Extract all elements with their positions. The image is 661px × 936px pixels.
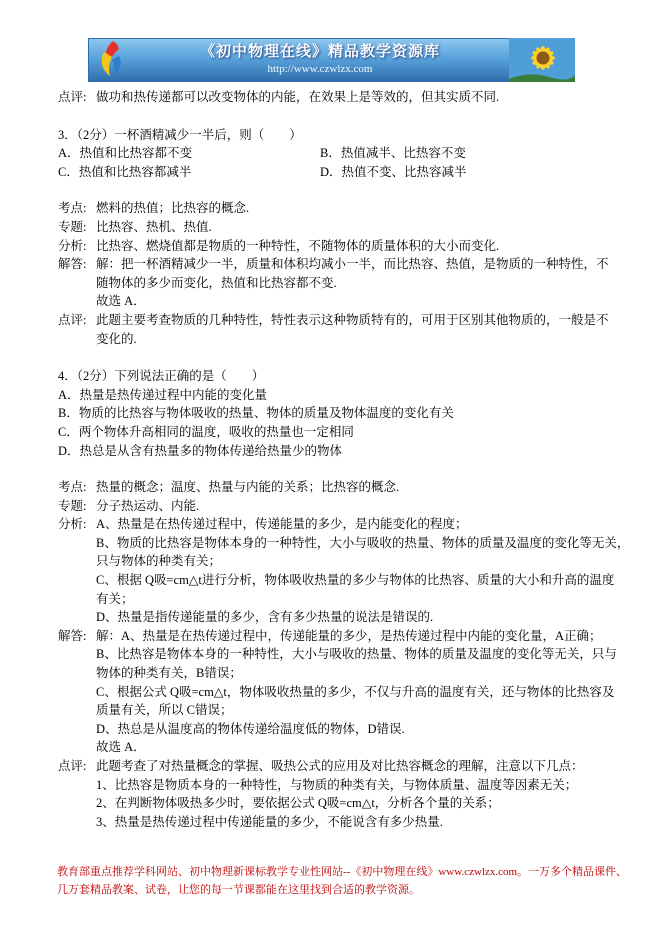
section-row (58, 88, 618, 107)
text-line: 做功和热传递都可以改变物体的内能，在效果上是等效的，但其实质不同. (96, 90, 500, 104)
section-label: 专题: (58, 498, 87, 513)
question-3-analysis (58, 199, 618, 348)
sunflower-image (509, 38, 575, 82)
section-label: 考点: (58, 201, 87, 216)
text-line: 分子热运动、内能. (96, 498, 200, 513)
section-label: 点评: (58, 90, 87, 104)
question-4-options (58, 386, 618, 460)
section-body (96, 218, 618, 237)
text-line: B、比热容是物体本身的一种特性，大小与吸收的热量、物体的质量及温度的变化等无关，只与 (96, 647, 617, 662)
option-0: A．热量是热传递过程中内能的变化量 (58, 387, 268, 402)
section-body (96, 757, 618, 831)
option-1: B．物质的比热容与物体吸收的热量、物体的质量及物体温度的变化有关 (58, 406, 454, 421)
option-3: D．热值不变、比热容减半 (320, 164, 467, 179)
section-body (96, 199, 618, 218)
intro-comment (58, 88, 618, 107)
section-row (58, 311, 618, 348)
text-line: 教育部重点推荐学科网站、初中物理新课标教学专业性网站--《初中物理在线》www.czwlzx.com。一万多个精品课件、 (57, 866, 628, 878)
text-line: 解：A、热量是在热传递过程中，传递能量的多少，是热传递过程中内能的变化量，A正确； (96, 628, 602, 643)
text-line: B、物质的比热容是物体本身的一种特性，大小与吸收的热量、物体的质量及温度的变化等无关， (96, 535, 630, 550)
question-3-options (58, 144, 618, 181)
text-line: 几万套精品教案、试卷，让您的每一节课都能在这里找到合适的教学资源。 (57, 884, 420, 896)
text-line: 比热容、热机、热值. (96, 219, 212, 234)
question-3-stem: 3．（2分）一杯酒精减少一半后，则（ ） (58, 127, 302, 142)
banner-title: 《初中物理在线》精品教学资源库 (199, 44, 440, 61)
section-label: 点评: (58, 759, 87, 773)
document-content (58, 88, 630, 831)
text-line: C、根据 Q吸=cm△t进行分析，物体吸收热量的多少与物体的比热容、质量的大小和升高的温度 (96, 573, 615, 588)
banner-text (131, 43, 509, 76)
section-row (58, 199, 618, 218)
section-row (58, 237, 618, 256)
text-line: 此题考查了对热量概念的掌握、吸热公式的应用及对比热容概念的理解，注意以下几点： (96, 759, 584, 773)
text-line: 故选 A． (96, 294, 146, 309)
text-line: 解：把一杯酒精减少一半，质量和体积均减小一半，而比热容、热值，是物质的一种特性，不 (96, 257, 609, 272)
section-body (96, 515, 630, 627)
section-label: 考点: (58, 480, 87, 495)
section-label: 专题: (58, 219, 87, 234)
section-row (58, 757, 618, 831)
text-line: D、热量是指传递能量的多少，含有多少热量的说法是错误的. (96, 610, 434, 625)
text-line: 3、热量是热传递过程中传递能量的多少，不能说含有多少热量. (96, 814, 443, 829)
section-label: 点评: (58, 312, 87, 327)
text-line: 随物体的多少而变化，热值和比热容都不变. (96, 275, 337, 290)
section-label: 解答: (58, 257, 87, 272)
option-2: C．热值和比热容都减半 (58, 164, 192, 179)
section-body (96, 311, 618, 348)
text-line: 物体的种类有关，B错误； (96, 666, 242, 681)
section-body (96, 255, 618, 311)
question-4-analysis (58, 478, 630, 831)
section-row (58, 497, 618, 516)
text-line: 故选 A． (96, 740, 146, 755)
option-3: D．热总是从含有热量多的物体传递给热量少的物体 (58, 443, 343, 458)
section-row (58, 478, 618, 497)
banner-url-link[interactable]: http://www.czwlzx.com (267, 63, 373, 76)
question-4 (58, 367, 630, 831)
text-line: 变化的. (96, 331, 137, 346)
site-banner (88, 38, 575, 82)
text-line: 只与物体的种类有关； (96, 554, 222, 569)
text-line: 1、比热容是物质本身的一种特性，与物质的种类有关，与物体质量、温度等因素无关； (96, 777, 578, 792)
option-0: A．热值和比热容都不变 (58, 146, 193, 161)
text-line: 比热容、燃烧值都是物质的一种特性，不随物体的质量体积的大小而变化. (96, 238, 500, 253)
section-body (96, 497, 618, 516)
text-line: 有关； (96, 591, 134, 606)
section-label: 分析: (58, 517, 87, 532)
footer-promo (57, 863, 637, 899)
section-body (96, 627, 618, 757)
section-label: 解答: (58, 628, 87, 643)
section-body (96, 478, 618, 497)
text-line: 此题主要考查物质的几种特性，特性表示这种物质特有的，可用于区别其他物质的，一般是不 (96, 312, 609, 327)
option-1: B．热值减半、比热容不变 (320, 146, 466, 161)
text-line: A、热量是在热传递过程中，传递能量的多少，是内能变化的程度； (96, 517, 468, 532)
text-line: D、热总是从温度高的物体传递给温度低的物体，D错误. (96, 721, 405, 736)
text-line: 燃料的热值；比热容的概念. (96, 201, 250, 216)
section-body (96, 237, 618, 256)
question-3 (58, 126, 618, 349)
section-label: 分析: (58, 238, 87, 253)
site-logo-icon (91, 38, 131, 82)
question-4-stem: 4．（2分）下列说法正确的是（ ） (58, 369, 265, 384)
text-line: C、根据公式 Q吸=cm△t，物体吸收热量的多少，不仅与升高的温度有关，还与物体的比热容及 (96, 684, 615, 699)
section-row (58, 255, 618, 311)
section-body (96, 88, 618, 107)
text-line: 质量有关，所以 C错误； (96, 703, 233, 718)
section-row (58, 218, 618, 237)
text-line: 热量的概念；温度、热量与内能的关系；比热容的概念. (96, 480, 400, 495)
section-row (58, 627, 618, 757)
text-line: 2、在判断物体吸热多少时，要依据公式 Q吸=cm△t，分析各个量的关系； (96, 796, 500, 811)
option-2: C．两个物体升高相同的温度，吸收的热量也一定相同 (58, 424, 354, 439)
section-row (58, 515, 630, 627)
